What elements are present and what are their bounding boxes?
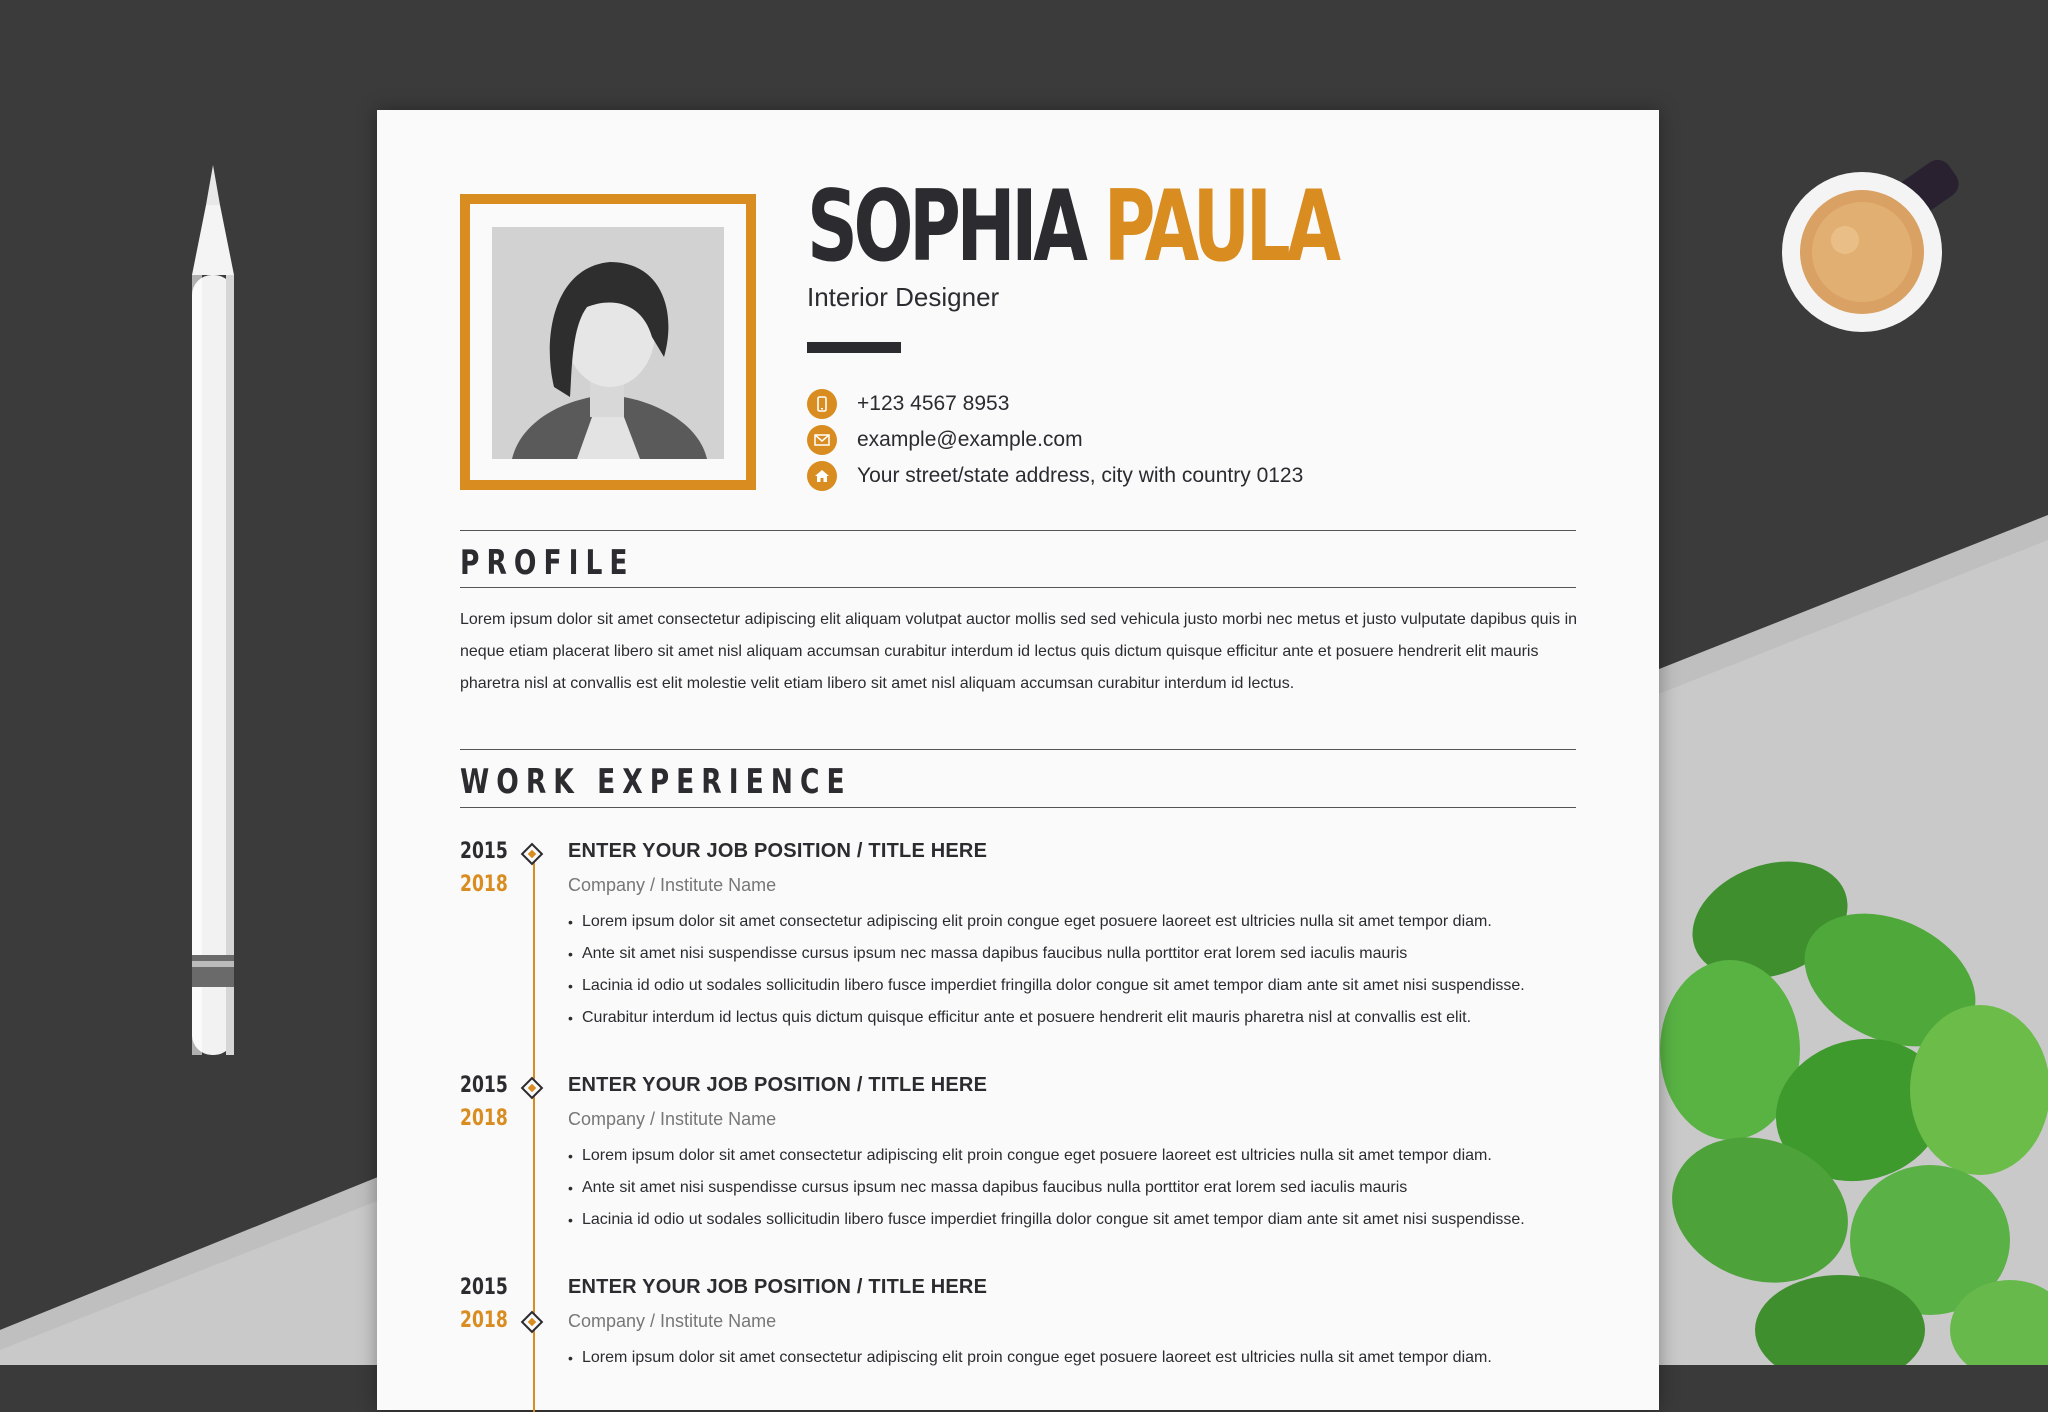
timeline-diamond-icon [521,1311,544,1334]
experience-bullet: • Lorem ipsum dolor sit amet consectetur adipiscing elit proin congue eget posuere laoreet est ultricies nulla sit amet tempor diam. [568,1140,1525,1172]
phone-icon [807,389,837,419]
contact-email [807,425,1083,455]
contact-email-text: example@example.com [857,428,1083,451]
first-name: SOPHIA [807,170,1084,284]
experience-heading: WORK EXPERIENCE [460,762,852,802]
experience-company: Company / Institute Name [568,1311,777,1331]
last-name: PAULA [1103,170,1337,284]
experience-bullet: • Lorem ipsum dolor sit amet consectetur adipiscing elit proin congue eget posuere laoreet est ultricies nulla sit amet tempor diam. [568,906,1525,938]
profile-text: Lorem ipsum dolor sit amet consectetur adipiscing elit aliquam volutpat auctor mollis sed sed vehicula justo morbi nec metus et justo vulputate dapibus quis in neque etiam placerat libero sit amet nisl aliquam accumsan curabitur interdum id lectus quis dictum quisque efficitur ante et posuere hendrerit elit mauris pharetra nisl at convallis est elit molestie velit etiam libero sit amet nisl aliquam accumsan curabitur interdum id lectus. [460,611,1578,692]
experience-bottom-rule [460,807,1576,808]
experience-start-year: 2015 [460,1275,508,1300]
mail-icon [807,425,837,455]
candidate-name [807,170,1337,284]
experience-bullet: • Lacinia id odio ut sodales sollicitudin libero fusce imperdiet fringilla dolor congue sit amet tempor diam ante sit amet nisi suspendisse. [568,970,1525,1002]
title-divider-bar [807,342,901,353]
profile-bottom-rule [460,587,1576,588]
experience-bullets [568,906,1525,1034]
experience-start-year: 2015 [460,839,508,864]
experience-start-year: 2015 [460,1073,508,1098]
experience-company: Company / Institute Name [568,1109,777,1129]
experience-bullets [568,1140,1525,1236]
contact-phone [807,389,1009,419]
experience-bullet: • Lacinia id odio ut sodales sollicitudin libero fusce imperdiet fringilla dolor congue sit amet tempor diam ante sit amet nisi suspendisse. [568,1204,1525,1236]
contact-phone-text: +123 4567 8953 [857,392,1010,415]
experience-bullet: • Ante sit amet nisi suspendisse cursus ipsum nec massa dapibus faucibus nulla porttitor erat lorem sed iaculis mauris [568,1172,1525,1204]
home-icon [807,461,837,491]
experience-end-year: 2018 [460,1106,508,1131]
experience-top-rule [460,749,1576,750]
resume-page [377,110,1659,1410]
experience-bullet: • Curabitur interdum id lectus quis dictum quisque efficitur ante et posuere hendrerit elit mauris pharetra nisl at convallis est elit. [568,1002,1525,1034]
contact-address [807,461,1303,491]
experience-bullet: • Ante sit amet nisi suspendisse cursus ipsum nec massa dapibus faucibus nulla porttitor erat lorem sed iaculis mauris [568,938,1525,970]
coffee-mug-image [1770,150,1970,350]
contact-address-text: Your street/state address, city with country 0123 [857,464,1304,487]
profile-photo-frame [460,194,756,490]
plant-leaves-image [1650,860,2048,1365]
experience-position: ENTER YOUR JOB POSITION / TITLE HERE [568,1074,988,1096]
profile-top-rule [460,530,1576,531]
job-title: Interior Designer [807,282,1000,312]
timeline-diamond-icon [521,843,544,866]
experience-end-year: 2018 [460,872,508,897]
experience-position: ENTER YOUR JOB POSITION / TITLE HERE [568,840,988,862]
pencil-image [182,165,244,1065]
experience-end-year: 2018 [460,1308,508,1333]
timeline-diamond-icon [521,1077,544,1100]
profile-heading: PROFILE [460,543,635,583]
experience-position: ENTER YOUR JOB POSITION / TITLE HERE [568,1276,988,1298]
profile-photo [492,227,724,459]
experience-bullets [568,1342,1492,1374]
experience-bullet: • Lorem ipsum dolor sit amet consectetur adipiscing elit proin congue eget posuere laoreet est ultricies nulla sit amet tempor diam. [568,1342,1492,1374]
experience-company: Company / Institute Name [568,875,777,895]
